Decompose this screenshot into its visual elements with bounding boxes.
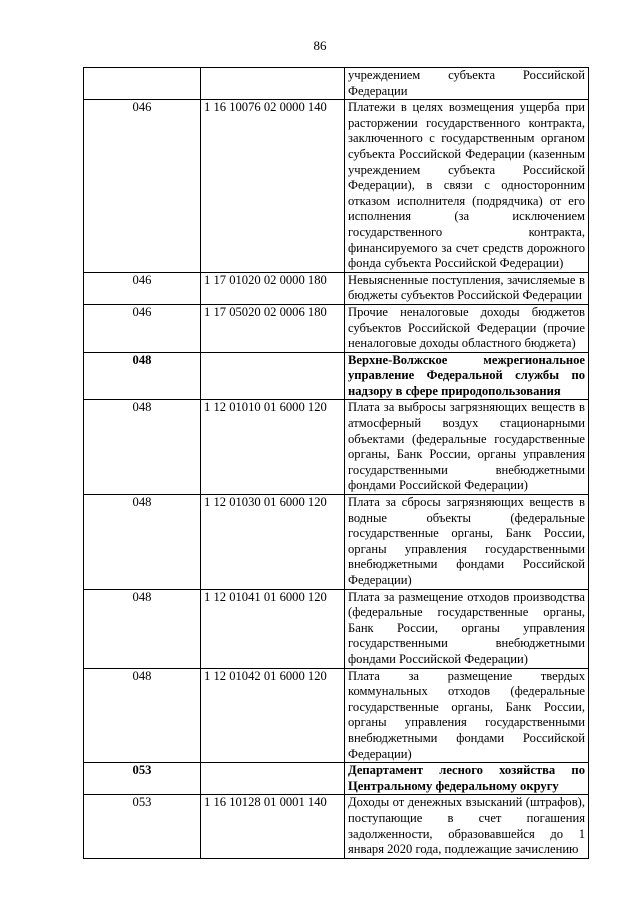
admin-code-cell: 048 — [84, 495, 201, 590]
table-row — [84, 304, 589, 352]
budget-code-cell — [201, 352, 345, 400]
budget-code-cell: 1 12 01010 01 6000 120 — [201, 400, 345, 495]
budget-code-cell — [201, 763, 345, 795]
budget-code-cell: 1 16 10076 02 0000 140 — [201, 100, 345, 273]
description-cell: Плата за размещение отходов производства (федеральные государственные органы, Банк России, органы управления государственными внебюджетными фондами Российской Федерации) — [345, 589, 589, 668]
table-row — [84, 68, 589, 100]
budget-code-cell: 1 16 10128 01 0001 140 — [201, 795, 345, 858]
admin-code-cell: 046 — [84, 272, 201, 304]
table-row — [84, 400, 589, 495]
table-section-row — [84, 352, 589, 400]
admin-code-cell: 046 — [84, 304, 201, 352]
description-cell: Прочие неналоговые доходы бюджетов субъектов Российской Федерации (прочие неналоговые доходы областного бюджета) — [345, 304, 589, 352]
description-cell: Плата за сбросы загрязняющих веществ в водные объекты (федеральные государственные органы, Банк России, органы управления государственными внебюджетными фондами Российской Федерации) — [345, 495, 589, 590]
table-row — [84, 272, 589, 304]
budget-code-cell: 1 12 01041 01 6000 120 — [201, 589, 345, 668]
budget-code-cell: 1 17 05020 02 0006 180 — [201, 304, 345, 352]
description-cell: Департамент лесного хозяйства по Центральному федеральному округу — [345, 763, 589, 795]
description-cell: Плата за размещение твердых коммунальных отходов (федеральные государственные органы, Банк России, органы управления государственными внебюджетными фондами Российской Федерации) — [345, 668, 589, 763]
admin-code-cell: 046 — [84, 100, 201, 273]
description-cell: учреждением субъекта Российской Федерации — [345, 68, 589, 100]
budget-code-cell: 1 12 01042 01 6000 120 — [201, 668, 345, 763]
admin-code-cell: 053 — [84, 795, 201, 858]
table-section-row — [84, 763, 589, 795]
admin-code-cell: 048 — [84, 352, 201, 400]
admin-code-cell: 048 — [84, 589, 201, 668]
page-number: 86 — [313, 38, 327, 53]
description-cell: Верхне-Волжское межрегиональное управление Федеральной службы по надзору в сфере природопользования — [345, 352, 589, 400]
description-cell: Платежи в целях возмещения ущерба при расторжении государственного контракта, заключенного с государственным органом субъекта Российской Федерации (казенным учреждением субъекта Российской Федерации), в связи с односторонним отказом исполнителя (подрядчика) от его исполнения (за исключением государственного контракта, финансируемого за счет средств дорожного фонда субъекта Российской Федерации) — [345, 100, 589, 273]
admin-code-cell: 048 — [84, 400, 201, 495]
budget-code-cell: 1 17 01020 02 0000 180 — [201, 272, 345, 304]
admin-code-cell — [84, 68, 201, 100]
table-row — [84, 589, 589, 668]
table-row — [84, 495, 589, 590]
table-row — [84, 100, 589, 273]
table-row — [84, 795, 589, 858]
description-cell: Невыясненные поступления, зачисляемые в бюджеты субъектов Российской Федерации — [345, 272, 589, 304]
description-cell: Плата за выбросы загрязняющих веществ в атмосферный воздух стационарными объектами (федеральные государственные органы, Банк России, органы управления государственными внебюджетными фондами Российской Федерации) — [345, 400, 589, 495]
budget-code-cell — [201, 68, 345, 100]
description-cell: Доходы от денежных взысканий (штрафов), поступающие в счет погашения задолженности, образовавшейся до 1 января 2020 года, подлежащие зачислению — [345, 795, 589, 858]
admin-code-cell: 048 — [84, 668, 201, 763]
admin-code-cell: 053 — [84, 763, 201, 795]
revenue-classification-table — [83, 67, 589, 859]
table-row — [84, 668, 589, 763]
budget-code-cell: 1 12 01030 01 6000 120 — [201, 495, 345, 590]
